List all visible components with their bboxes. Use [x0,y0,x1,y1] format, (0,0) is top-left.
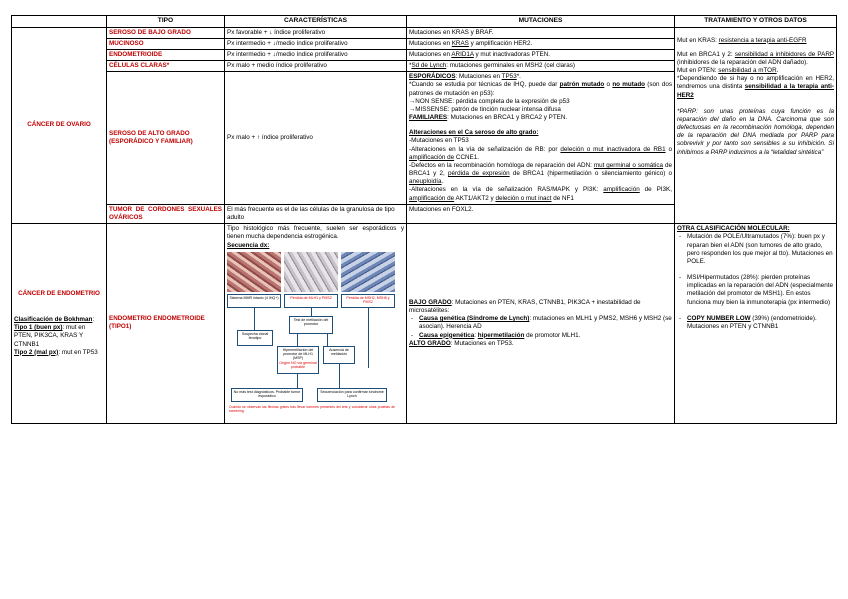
car-seroso-alto: Px malo + ↑ índice proliferativo [225,72,407,205]
section-endometrio [12,224,107,424]
arrow-1 [254,308,255,330]
missense: →MISSENSE: patrón de tinción nuclear intensa difusa [409,105,561,113]
ihq-note: *Cuando se estudia por técnicas de IHQ, puede dar patrón mutado o no mutado (son dos patrones de mutación en p53): [409,81,672,97]
mut-mucinoso: Mutaciones en KRAS y amplificación HER2. [407,38,675,49]
car-mucinoso: Px intermedio + ↓/medio índice proliferativo [225,38,407,49]
causa-epigenetica: - Causa epigenética: hipermetilación de promotor MLH1. [419,332,672,340]
diagnostic-flowchart [227,252,397,422]
alt-rb: -Alteraciones en la vía de señalización de RB: por deleción o mut inactivadora de RB1 o amplificación de CCNE1. [409,145,672,161]
esporadicos: ESPORÁDICOS: Mutaciones en TP53*. [409,73,521,81]
section-label-endometrio: CÁNCER DE ENDOMETRIO [18,289,100,297]
header-empty [12,16,107,28]
header-tratamiento: TRATAMIENTO Y OTROS DATOS [675,16,837,28]
row-seroso-bajo [12,27,837,38]
box-perdida-msh2: Pérdida de MSH2, MSH6 y PMS2 [341,294,395,308]
msi: - MSI/Hipermutados (28%): pierden proteínas implicadas en la reparación del ADN (especialmente metilación del promotor de MSH1). En estos funciona muy bien la inmunoterapia (px intermedio) [687,274,834,307]
histology-image-1 [227,252,281,292]
alto-grado: ALTO GRADO: Mutaciones en TP53. [409,339,514,347]
bajo-grado: BAJO GRADO: Mutaciones en PTEN, KRAS, CTNNB1, PIK3CA + inestabilidad de microsatélites: [409,298,641,315]
tipo-tumor-cordones: TUMOR DE CORDONES SEXUALES OVÁRICOS [107,204,225,223]
mut-endometrioide: Mutaciones en ARID1A y mut inactivadoras PTEN. [407,49,675,60]
causas-list [409,315,672,340]
header-mutaciones: MUTACIONES [407,16,675,28]
box-sospecha: Sospecha clonal fenotipo [237,330,273,346]
alt-ras: -Alteraciones en la vía de señalización RAS/MAPK y PI3K: amplificación de PI3K, amplificación de AKT1/AKT2 y deleción o mut inact de NF1 [409,186,672,202]
box-test-metilacion: Test de metilación del promotor [289,316,333,334]
mut-endometrio [407,224,675,424]
trat-dep: *Dependiendo de si hay o no amplificación en HER2, tendremos una distinta sensibilidad a la terapia anti-HER2 [677,75,834,99]
bokhman-tipo1: Tipo 1 (buen px): mut en PTEN, PIK3CA, KRAS Y CTNNB1 [14,324,86,348]
car-endometrio-text: Tipo histológico más frecuente, suelen ser esporádicos y tienen mucha dependencia estrogénica. [227,225,404,241]
causa-genetica: - Causa genética (Síndrome de Lynch): mutaciones en MLH1 y PMS2, MSH6 y MSH2 (se asocian). Herencia AD [419,315,672,331]
arrow-6 [297,374,298,388]
mut-seroso-bajo: Mutaciones en KRAS y BRAF. [407,27,675,38]
car-tumor-cordones: El más frecuente es el de las células de la granulosa de tipo adulto [225,204,407,223]
mut-seroso-alto [407,72,675,205]
header-tipo: TIPO [107,16,225,28]
tipo-seroso-alto: SEROSO DE ALTO GRADO (ESPORÁDICO Y FAMILIAR) [107,72,225,205]
nonsense: →NON SENSE: pérdida completa de la expresión de p53 [409,97,570,105]
tipo-endometrioide-tipo1: ENDOMETRIO ENDOMETROIDE (TIPO1) [107,224,225,424]
row-endometrio [12,224,837,424]
alt-brca: -Defectos en la recombinación homóloga de reparación del ADN: mut germinal o somática de BRCA1 y 2, pérdida de expresión de BRCA1 (hipermetilación o silenciamiento génico) o aneuploidía. [409,161,672,186]
trat-kras: Mut en KRAS: resistencia a terapia anti-EGFR [677,36,807,44]
tipo-celulas-claras: CÉLULAS CLARAS* [107,61,225,72]
alt-tp53: -Mutaciones en TP53 [409,137,469,145]
copy-number-low: - COPY NUMBER LOW (39%) (endometrioide). Mutaciones en PTEN y CTNNB1 [687,315,834,331]
box-secuenciacion: Secuenciación para confirmar síndrome Lynch [317,388,387,402]
mut-tumor-cordones: Mutaciones en FOXL2. [407,204,675,223]
summary-table [11,15,837,424]
arrow-7 [339,364,340,388]
otra-clasificacion: OTRA CLASIFICACIÓN MOLECULAR: [677,225,790,233]
tipo-mucinoso: MUCINOSO [107,38,225,49]
clasificacion-list [677,233,834,331]
tipo-endometrioide: ENDOMETRIOIDE [107,49,225,60]
mut-celulas-claras: *Sd de Lynch: mutaciones germinales en MSH2 (cel claras) [407,61,675,72]
car-celulas-claras: Px malo + medio índice proliferativo [225,61,407,72]
trat-parp: *PARP: son unas proteínas cuya función es la reparación del daño en la DNA. Carcinoma que son defectuosas en la recombinación homóloga, dependen de la reparación del DNA mediada por PARP para sobrevivir y por tanto son sensibles a su inhibición. Si inhibimos a PARP inducimos a la “letalidad sintética” [677,107,834,156]
trat-endometrio [675,224,837,424]
secuencia-dx: Secuencia dx: [227,241,270,249]
trat-pten: Mut en PTEN: sensibilidad a mTOR. [677,67,779,75]
header-caracteristicas: CARACTERÍSTICAS [225,16,407,28]
trat-ovario [675,27,837,224]
bokhman-tipo2: Tipo 2 (mal px): mut en TP53 [14,348,98,356]
flowchart-footnote: Cuando se observan las flechas grises tras llevar tumores presentes del test y considerar otras pruebas de screening [229,404,395,413]
arrow-3 [368,308,369,368]
box-hipermetilacion: Hipermetilación del promotor de MLH1 (MSP) Origen NO via germinal probable [277,346,319,374]
arrow-5 [327,334,328,346]
trat-brca: Mut en BRCA1 y 2: sensibilidad a inhibidores de PARP (inhibidores de la reparación del ADN dañado). [677,50,834,66]
histology-image-3 [341,252,395,292]
arrow-2 [311,308,312,316]
familiares: FAMILIARES: Mutaciones en BRCA1 y BRCA2 y PTEN. [409,114,568,122]
car-seroso-bajo: Px favorable + ↓ índice proliferativo [225,27,407,38]
car-endometrio [225,224,407,424]
box-ausencia-metilacion: Ausencia de metilación [323,346,355,364]
histology-image-2 [284,252,338,292]
arrow-4 [297,334,298,346]
pole: - Mutación de POLE/Ultramutados (7%): buen px y reparan bien el ADN (son tumores de alto grado, pero responden los que mejor al tto). Mutaciones en POLE. [687,233,834,266]
box-perdida-mlh1: Pérdida de MLH1 y PMS2 [284,294,338,308]
bokhman: Clasificación de Bokhman: [14,316,95,324]
car-endometrioide: Px intermedio + ↓/medio índice proliferativo [225,49,407,60]
box-mmr-intacto: Sistema MMR intacto (4 IHQ+) [227,294,281,308]
box-no-mas-test: No más test diagnósticos. Probable tumor esporádico [231,388,303,402]
tipo-seroso-bajo: SEROSO DE BAJO GRADO [107,27,225,38]
header-row [12,16,837,28]
alteraciones-title: Alteraciones en el Ca seroso de alto grado: [409,129,539,137]
section-label-ovario: CÁNCER DE OVARIO [12,27,107,224]
